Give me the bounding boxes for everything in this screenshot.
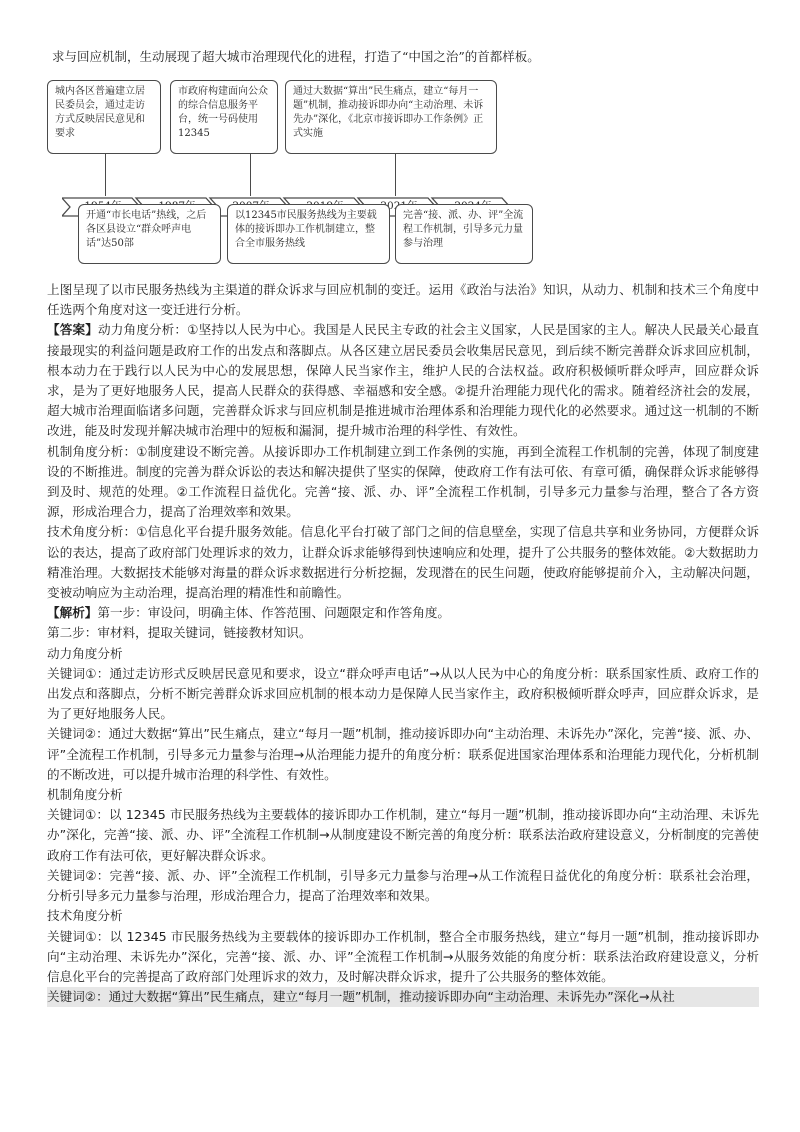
keyword-jishu-2: 关键词②：通过大数据“算出”民生痛点，建立“每月一题”机制，推动接诉即办向“主动治理、未诉先办”深化→从社 (47, 987, 759, 1007)
stem-2007 (250, 154, 251, 196)
question-text: 上图呈现了以市民服务热线为主渠道的群众诉求与回应机制的变迁。运用《政治与法治》知识，从动力、机制和技术三个角度中任选两个角度对这一变迁进行分析。 (47, 282, 759, 318)
analysis-tag: 【解析】 (47, 605, 98, 621)
stem-2021 (395, 154, 396, 196)
timeline-box-2024: 完善“接、派、办、评”全流程工作机制，引导多元力量参与治理 (395, 204, 533, 264)
timeline-box-2007: 市政府构建面向公众的综合信息服务平台，统一号码使用12345 (170, 80, 278, 154)
timeline-box-1987: 开通“市长电话”热线，之后各区县设立“群众呼声电话”达50部 (78, 204, 221, 264)
timeline-box-2019: 以12345市民服务热线为主要载体的接诉即办工作机制建立，整合全市服务热线 (227, 204, 390, 264)
analysis-paragraph (47, 603, 759, 623)
answer-tag: 【答案】 (47, 322, 98, 338)
timeline (0, 0, 800, 290)
keyword-dongli-1: 关键词①：通过走访形式反映居民意见和要求，设立“群众呼声电话”→从以人民为中心的角度分析：联系国家性质、政府工作的出发点和落脚点，分析不断完善群众诉求回应机制的根本动力是保障人民当家作主，政府积极倾听群众呼声，回应群众诉求，是为了更好地服务人民。 (47, 665, 759, 722)
analysis-step-2: 第二步：审材料，提取关键词，链接教材知识。 (47, 625, 312, 641)
answer-paragraph (47, 320, 759, 441)
timeline-box-2021: 通过大数据“算出”民生痛点，建立“每月一题”机制，推动接诉即办向“主动治理、未诉先办”深化，《北京市接诉即办工作条例》正式实施 (285, 80, 497, 154)
heading-jishu: 技术角度分析 (47, 908, 123, 924)
heading-jizhi: 机制角度分析 (47, 787, 123, 803)
answer-jishu: 技术角度分析：①信息化平台提升服务效能。信息化平台打破了部门之间的信息壁垒，实现了信息共享和业务协同，方便群众诉讼的表达，提高了政府部门处理诉求的效力，让群众诉求能够得到快速响应和处理，提升了公共服务的整体效能。②大数据助力精准治理。大数据技术能够对海量的群众诉求数据进行分析挖掘，发现潜在的民生问题，使政府能够提前介入，主动解决问题，变被动响应为主动治理，提高治理的精准性和前瞻性。 (47, 524, 759, 601)
intro-line: 求与回应机制，生动展现了超大城市治理现代化的进程，打造了“中国之治”的首都样板。 (52, 49, 540, 64)
heading-dongli: 动力角度分析 (47, 645, 123, 661)
answer-jizhi: 机制角度分析：①制度建设不断完善。从接诉即办工作机制建立到工作条例的实施，再到全流程工作机制的完善，体现了制度建设的不断推进。制度的完善为群众诉讼的表达和解决提供了坚实的保障，使政府工作有法可依、有章可循，确保群众诉求能够得到及时、规范的处理。②工作流程日益优化。完善“接、派、办、评”全流程工作机制，引导多元力量参与治理，整合了各方资源，形成治理合力，提高了治理效率和效果。 (47, 443, 759, 520)
stem-1954 (105, 154, 106, 196)
keyword-dongli-2: 关键词②：通过大数据“算出”民生痛点，建立“每月一题”机制，推动接诉即办向“主动治理、未诉先办”深化，完善“接、派、办、评”全流程工作机制，引导多元力量参与治理→从治理能力提升的角度分析：联系促进国家治理体系和治理能力现代化，分析机制的不断改进，可以提升城市治理的科学性、有效性。 (47, 726, 759, 782)
timeline-box-1954: 城内各区普遍建立居民委员会，通过走访方式反映居民意见和要求 (47, 80, 161, 154)
document-body (47, 280, 759, 1007)
analysis-step-1: 第一步：审设问，明确主体、作答范围、问题限定和作答角度。 (97, 605, 450, 621)
keyword-jizhi-1: 关键词①：以 12345 市民服务热线为主要载体的接诉即办工作机制，建立“每月一题”机制，推动接诉即办向“主动治理、未诉先办”深化，完善“接、派、办、评”全流程工作机制→从制度建设不断完善的角度分析：联系法治政府建设意义，分析制度的完善使政府工作有法可依，更好解决群众诉求。 (47, 807, 759, 863)
keyword-jishu-1: 关键词①：以 12345 市民服务热线为主要载体的接诉即办工作机制，整合全市服务热线，建立“每月一题”机制，推动接诉即办向“主动治理、未诉先办”深化，完善“接、派、办、评”全流程工作机制→从服务效能的角度分析：联系法治政府建设意义，分析信息化平台的完善提高了政府部门处理诉求的效力，及时解决群众诉求，提升了公共服务的整体效能。 (47, 928, 759, 984)
answer-dongli: 动力角度分析：①坚持以人民为中心。我国是人民民主专政的社会主义国家，人民是国家的主人。解决人民最关心最直接最现实的利益问题是政府工作的出发点和落脚点。从各区建立居民委员会收集居民意见，到后续不断完善群众诉求回应机制，根本动力在于践行以人民为中心的发展思想，保障人民当家作主，维护人民的合法权益。政府积极倾听群众呼声，回应群众诉求，是为了更好地服务人民，提高人民群众的获得感、幸福感和安全感。②提升治理能力现代化的需求。随着经济社会的发展，超大城市治理面临诸多问题，完善群众诉求与回应机制是推进城市治理体系和治理能力现代化的必然要求。通过这一机制的不断改进，能及时发现并解决城市治理中的短板和漏洞，提升城市治理的科学性、有效性。 (47, 322, 760, 439)
keyword-jizhi-2: 关键词②：完善“接、派、办、评”全流程工作机制，引导多元力量参与治理→从工作流程日益优化的角度分析：联系社会治理，分析引导多元力量参与治理，形成治理合力，提高了治理效率和效果。 (47, 867, 759, 904)
